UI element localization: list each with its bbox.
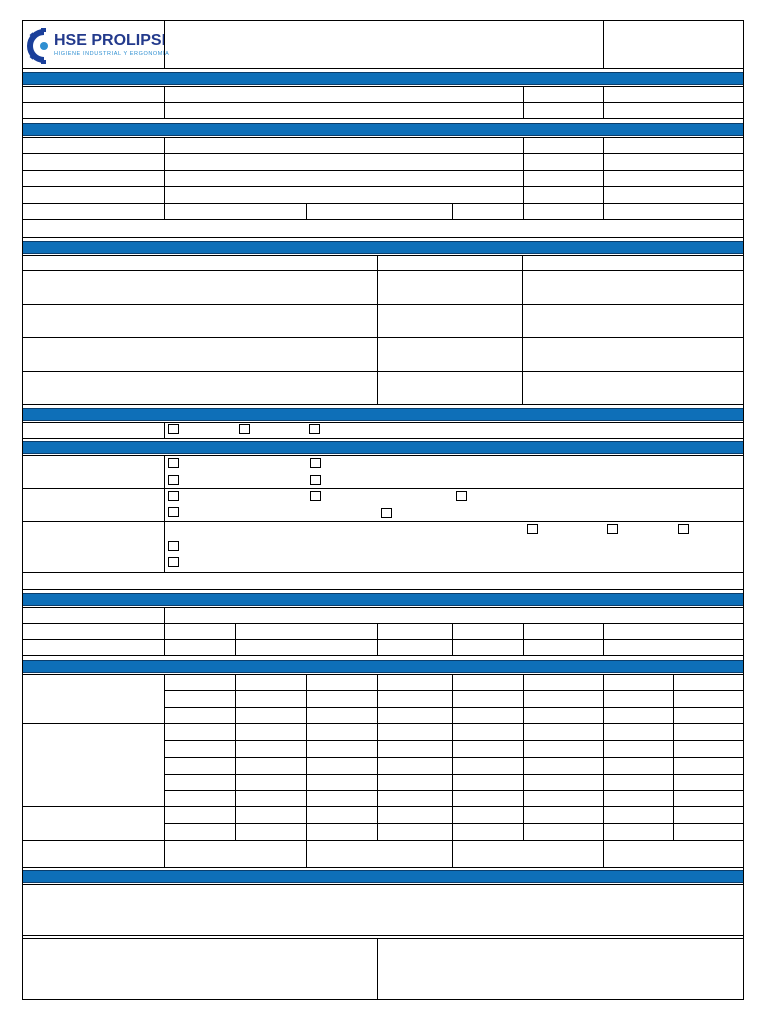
row-line (22, 607, 744, 608)
col-line (164, 422, 165, 438)
section-band-8 (23, 870, 743, 883)
row-line (22, 186, 744, 187)
brand-name: HSE PROLIPSI (54, 32, 167, 49)
row-line (164, 774, 744, 775)
checkbox[interactable] (527, 524, 538, 534)
checkbox[interactable] (310, 491, 321, 501)
row-line (164, 740, 744, 741)
row-line (22, 867, 744, 868)
row-line (164, 707, 744, 708)
signature-divider (377, 938, 378, 1000)
checkbox[interactable] (168, 491, 179, 501)
col-line (523, 674, 524, 840)
col-line (673, 674, 674, 840)
checkbox[interactable] (607, 524, 618, 534)
col-line (523, 137, 524, 219)
row-line (22, 935, 744, 936)
row-line (22, 572, 744, 573)
col-line (164, 137, 165, 219)
row-line (22, 203, 744, 204)
col-line (164, 86, 165, 118)
col-line (452, 674, 453, 867)
row-line (22, 270, 744, 271)
header-divider (164, 20, 165, 68)
col-line (235, 623, 236, 655)
col-line (452, 623, 453, 655)
row-line (22, 723, 744, 724)
section-band-2 (23, 123, 743, 136)
col-line (603, 674, 604, 867)
row-line (22, 589, 744, 590)
row-line (164, 823, 744, 824)
header-divider (603, 20, 604, 68)
row-line (164, 790, 744, 791)
section-band-4 (23, 408, 743, 421)
checkbox[interactable] (168, 507, 179, 517)
row-line (22, 521, 744, 522)
checkbox[interactable] (239, 424, 250, 434)
row-line (22, 153, 744, 154)
col-line (522, 255, 523, 404)
row-line (22, 219, 744, 220)
col-line (603, 623, 604, 655)
col-line (452, 203, 453, 219)
col-line (306, 674, 307, 867)
row-line (22, 170, 744, 171)
col-line (164, 674, 165, 867)
row-line (22, 623, 744, 624)
row-line (22, 237, 744, 238)
col-line (603, 86, 604, 118)
row-line (22, 938, 744, 939)
checkbox[interactable] (168, 424, 179, 434)
col-line (164, 607, 165, 655)
row-line (22, 422, 744, 423)
col-line (164, 455, 165, 572)
row-line (22, 455, 744, 456)
col-line (523, 86, 524, 118)
row-line (22, 102, 744, 103)
col-line (235, 674, 236, 840)
row-line (164, 757, 744, 758)
checkbox[interactable] (168, 475, 179, 485)
col-line (377, 255, 378, 404)
gear-icon (26, 28, 52, 64)
checkbox[interactable] (168, 458, 179, 468)
checkbox[interactable] (381, 508, 392, 518)
row-line (22, 337, 744, 338)
row-line (22, 488, 744, 489)
row-line (22, 655, 744, 656)
row-line (22, 840, 744, 841)
brand-tagline: HIGIENE INDUSTRIAL Y ERGONOMÍA (54, 51, 170, 57)
checkbox[interactable] (310, 475, 321, 485)
row-line (22, 674, 744, 675)
col-line (377, 623, 378, 655)
row-line (164, 690, 744, 691)
row-line (22, 404, 744, 405)
col-line (523, 623, 524, 655)
section-band-3 (23, 241, 743, 254)
checkbox[interactable] (168, 541, 179, 551)
row-line (22, 118, 744, 119)
checkbox[interactable] (309, 424, 320, 434)
section-band-6 (23, 593, 743, 606)
row-line (22, 137, 744, 138)
row-line (22, 884, 744, 885)
col-line (377, 674, 378, 840)
col-line (306, 203, 307, 219)
row-line (22, 86, 744, 87)
checkbox[interactable] (678, 524, 689, 534)
section-band-7 (23, 660, 743, 673)
checkbox[interactable] (168, 557, 179, 567)
checkbox[interactable] (456, 491, 467, 501)
row-line (22, 806, 744, 807)
row-line (22, 438, 744, 439)
col-line (603, 137, 604, 219)
row-line (22, 371, 744, 372)
row-line (22, 255, 744, 256)
header-bottom-line (22, 68, 744, 69)
section-band-1 (23, 72, 743, 85)
checkbox[interactable] (310, 458, 321, 468)
row-line (22, 304, 744, 305)
company-logo (26, 26, 170, 66)
row-line (22, 639, 744, 640)
section-band-5 (23, 441, 743, 454)
